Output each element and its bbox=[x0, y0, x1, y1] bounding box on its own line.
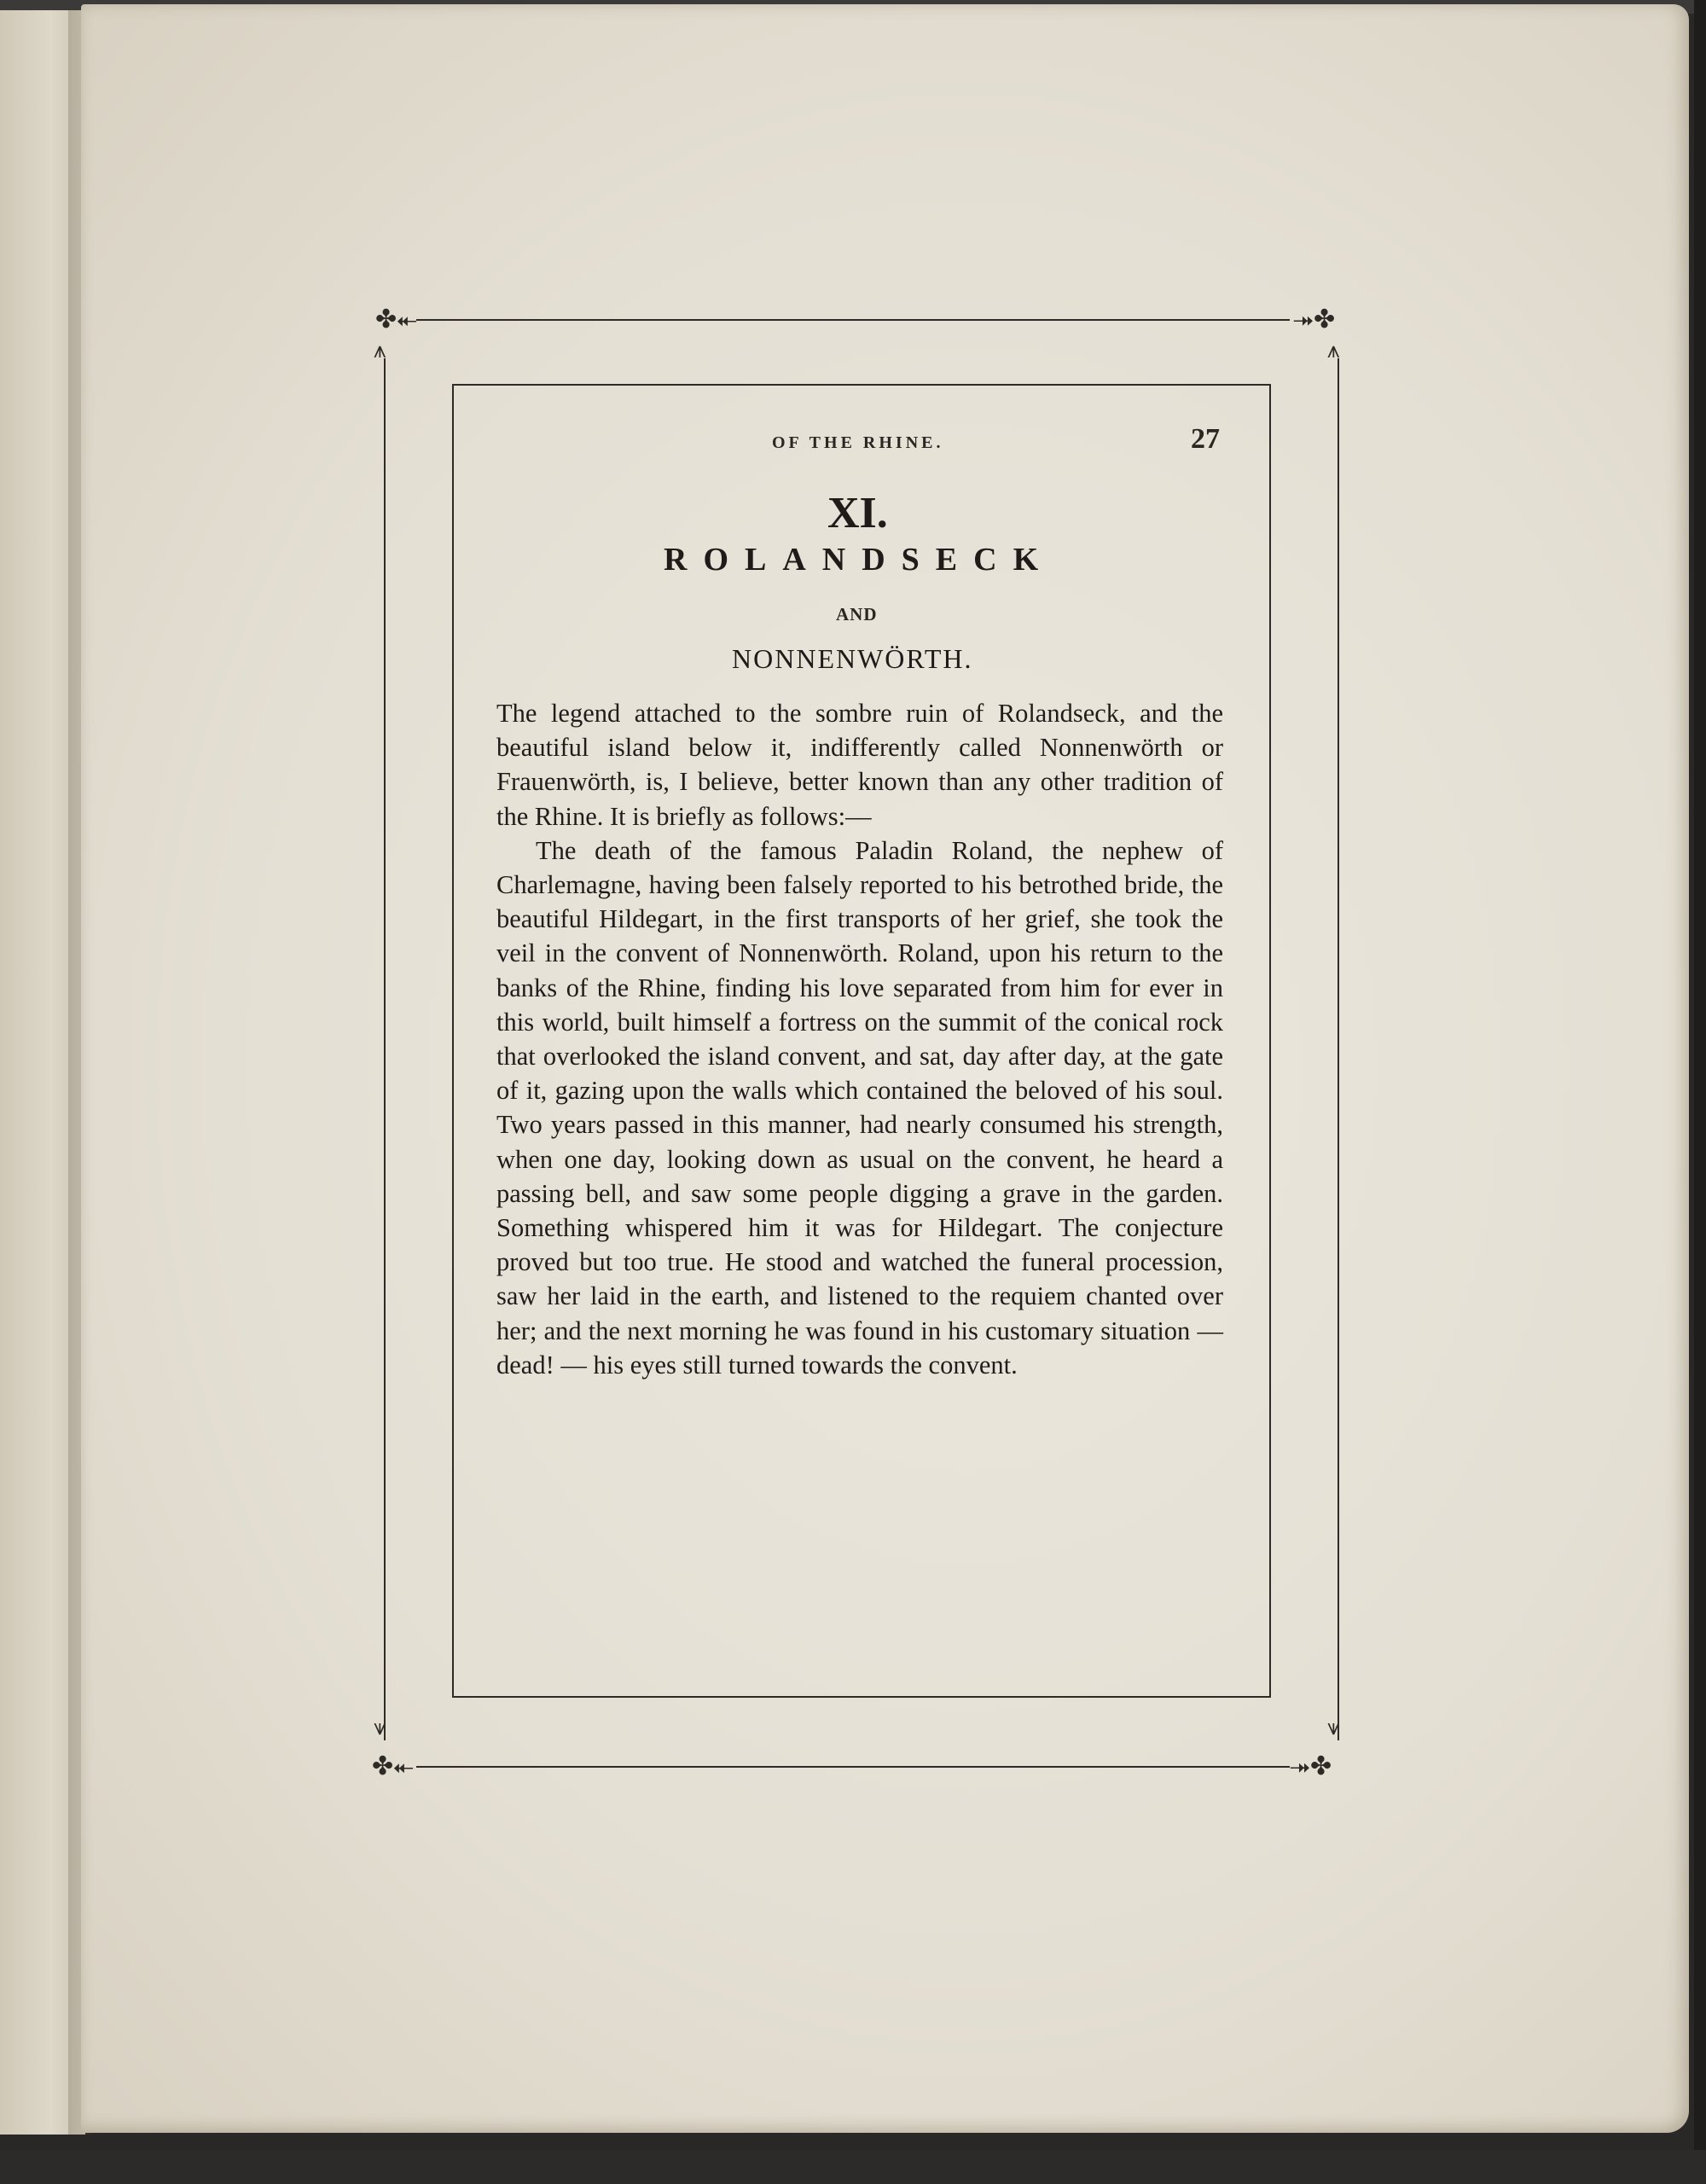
scan-background-right bbox=[1694, 0, 1706, 2184]
frame-rule-bottom bbox=[416, 1766, 1290, 1768]
arrow-up-ornament-left-icon: ⩚ bbox=[374, 338, 386, 363]
page-number: 27 bbox=[1191, 423, 1220, 455]
corner-ornament-bottom-left-icon: ✤⯬ bbox=[372, 1751, 415, 1781]
frame-rule-left bbox=[384, 358, 386, 1740]
arrow-down-ornament-right-icon: ⩛ bbox=[1327, 1715, 1340, 1740]
chapter-title-line-2: NONNENWÖRTH. bbox=[732, 643, 973, 674]
chapter-title-line-1: ROLANDSECK bbox=[664, 542, 1055, 578]
chapter-number: XI. bbox=[827, 489, 888, 537]
paragraph: The legend attached to the sombre ruin of Rolandseck, and the beautiful island below it, indifferently called Nonnenwörth or Frauenwörth, is, I believe, better known than any other tradition of the Rhine. It is briefly as follows:— bbox=[496, 699, 1223, 831]
corner-ornament-bottom-right-icon: ⯮✤ bbox=[1290, 1751, 1332, 1781]
frame-rule-top bbox=[416, 319, 1290, 321]
paragraph: The death of the famous Paladin Roland, the nephew of Charlemagne, having been falsely reported to his betrothed bride, the beautiful Hildegart, in the first transports of her grief, she took the veil in the convent of Nonnenwörth. Roland, upon his return to the banks of the Rhine, finding his love separated from him for ever in this world, built himself a fortress on the summit of the conical rock that overlooked the island convent, and sat, day after day, at the gate of it, gazing upon the walls which contained the beloved of his soul. Two years passed in this manner, had nearly consumed his strength, when one day, looking down as usual on the convent, he heard a passing bell, and saw some people digging a grave in the garden. Something whispered him it was for Hildegart. The conjecture proved but too true. He stood and watched the funeral procession, saw her laid in the earth, and listened to the requiem chanted over her; and the next morning he was found in his customary situation — dead! — his eyes still turned towards the convent. bbox=[496, 835, 1223, 1380]
corner-ornament-top-left-icon: ✤⯬ bbox=[375, 305, 418, 334]
chapter-title-connector: AND bbox=[836, 604, 878, 624]
corner-ornament-top-right-icon: ⯮✤ bbox=[1293, 305, 1336, 334]
frame-rule-right bbox=[1338, 358, 1339, 1740]
arrow-up-ornament-right-icon: ⩚ bbox=[1327, 338, 1340, 363]
body-text bbox=[496, 696, 1223, 1382]
arrow-down-ornament-left-icon: ⩛ bbox=[374, 1715, 386, 1740]
running-head: OF THE RHINE. bbox=[772, 433, 944, 452]
scan-background-bottom bbox=[0, 2150, 1706, 2184]
